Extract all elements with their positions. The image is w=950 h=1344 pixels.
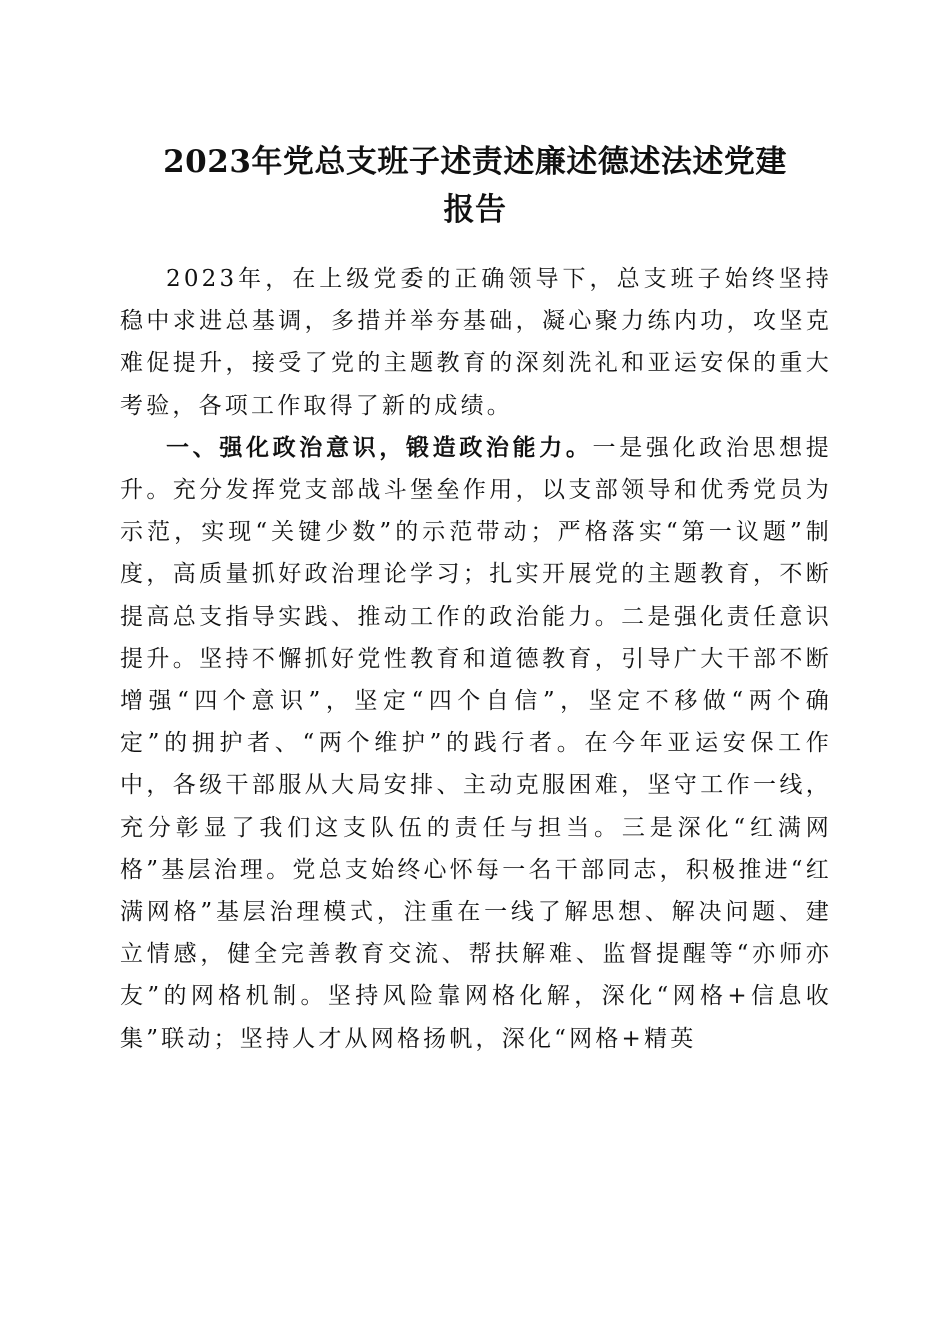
section-1-heading: 一、强化政治意识，锻造政治能力。: [166, 433, 593, 461]
section-1-paragraph: [120, 427, 832, 1060]
document-body: [120, 258, 832, 1060]
section-1-text: 一是强化政治思想提升。充分发挥党支部战斗堡垒作用，以支部领导和优秀党员为示范，实现“关键少数”的示范带动；严格落实“第一议题”制度，高质量抓好政治理论学习；扎实开展党的主题教育，不断提高总支指导实践、推动工作的政治能力。二是强化责任意识提升。坚持不懈抓好党性教育和道德教育，引导广大干部不断增强“四个意识”，坚定“四个自信”，坚定不移做“两个确定”的拥护者、“两个维护”的践行者。在今年亚运安保工作中，各级干部服从大局安排、主动克服困难，坚守工作一线，充分彰显了我们这支队伍的责任与担当。三是深化“红满网格”基层治理。党总支始终心怀每一名干部同志，积极推进“红满网格”基层治理模式，注重在一线了解思想、解决问题、建立情感，健全完善教育交流、帮扶解难、监督提醒等“亦师亦友”的网格机制。坚持风险靠网格化解，深化“网格+信息收集”联动；坚持人才从网格扬帆，深化“网格+精英: [120, 434, 832, 1052]
document-title-line-1: 2023年党总支班子述责述廉述德述法述党建: [163, 144, 787, 180]
intro-paragraph: 2023年，在上级党委的正确领导下，总支班子始终坚持稳中求进总基调，多措并举夯基础，凝心聚力练内功，攻坚克难促提升，接受了党的主题教育的深刻洗礼和亚运安保的重大考验，各项工作取得了新的成绩。: [120, 266, 832, 419]
document-title: [120, 138, 830, 234]
document-title-line-2: 报告: [443, 192, 507, 228]
